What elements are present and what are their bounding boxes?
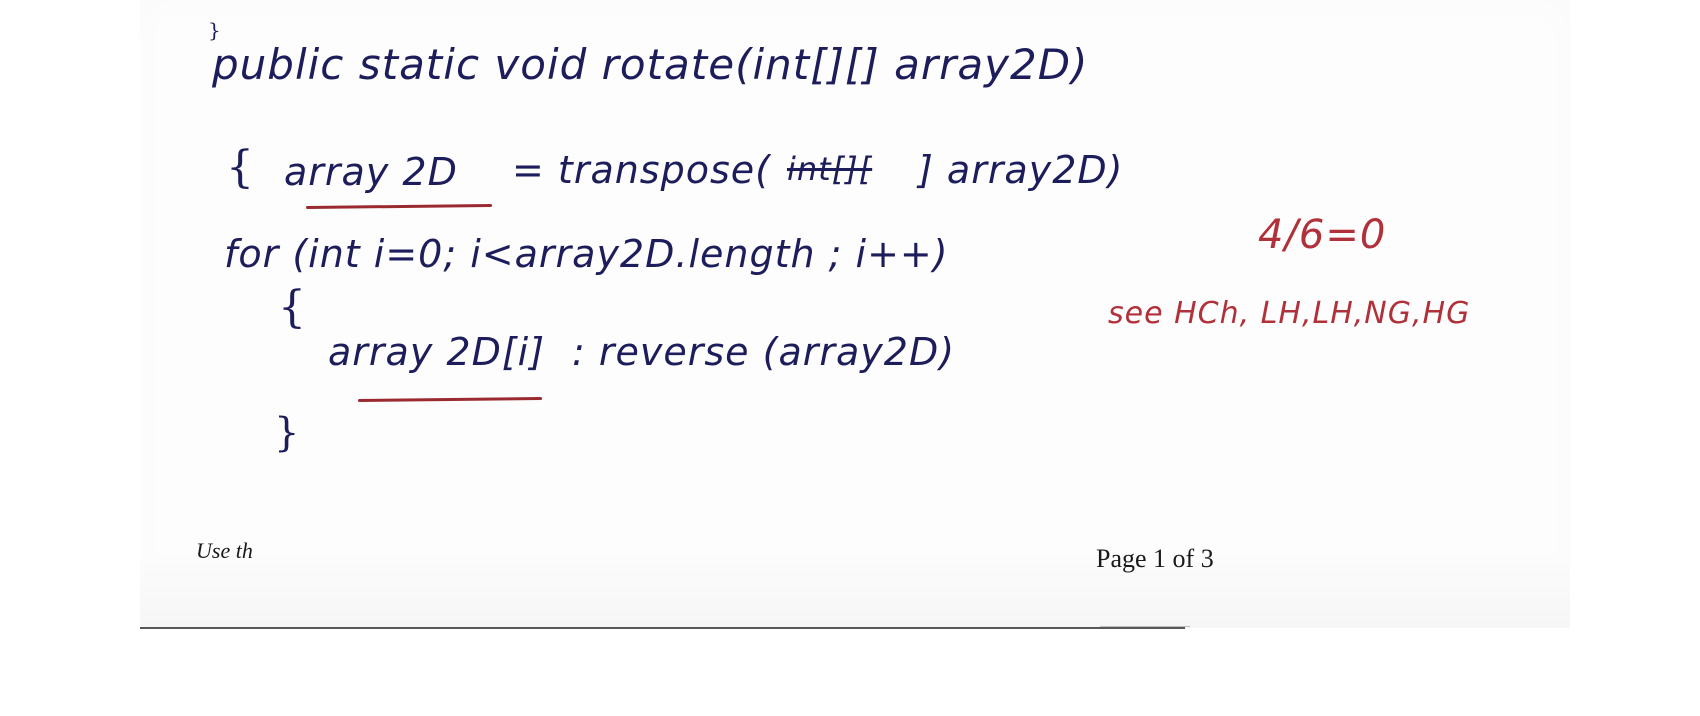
paper-bottom-edge — [140, 627, 1185, 629]
method-signature: public static void rotate(int[][] array2D) — [212, 40, 1089, 89]
open-brace: { — [226, 142, 254, 193]
struck-out-text: int[][ — [787, 150, 873, 188]
close-brace: } — [274, 410, 300, 456]
paper-bottom-edge-secondary — [1100, 626, 1190, 627]
transpose-call: = transpose( — [512, 148, 771, 192]
paper-shadow — [140, 555, 1570, 628]
reverse-lhs: array 2D[i] — [328, 330, 546, 374]
grade-score: 4/6=0 — [1258, 212, 1387, 258]
transpose-lhs: array 2D — [284, 150, 458, 194]
footer-instruction-text: Use th — [196, 538, 253, 563]
transpose-argument: ] array2D) — [918, 148, 1124, 192]
for-loop-header: for (int i=0; i<array2D.length ; i++) — [224, 232, 949, 276]
reverse-call: : reverse (array2D) — [572, 330, 956, 374]
stray-brace-mark: } — [208, 18, 221, 42]
page-number: Page 1 of 3 — [1096, 544, 1214, 573]
grader-note: see HCh, LH,LH,NG,HG — [1108, 296, 1471, 331]
inner-open-brace: { — [278, 282, 306, 333]
